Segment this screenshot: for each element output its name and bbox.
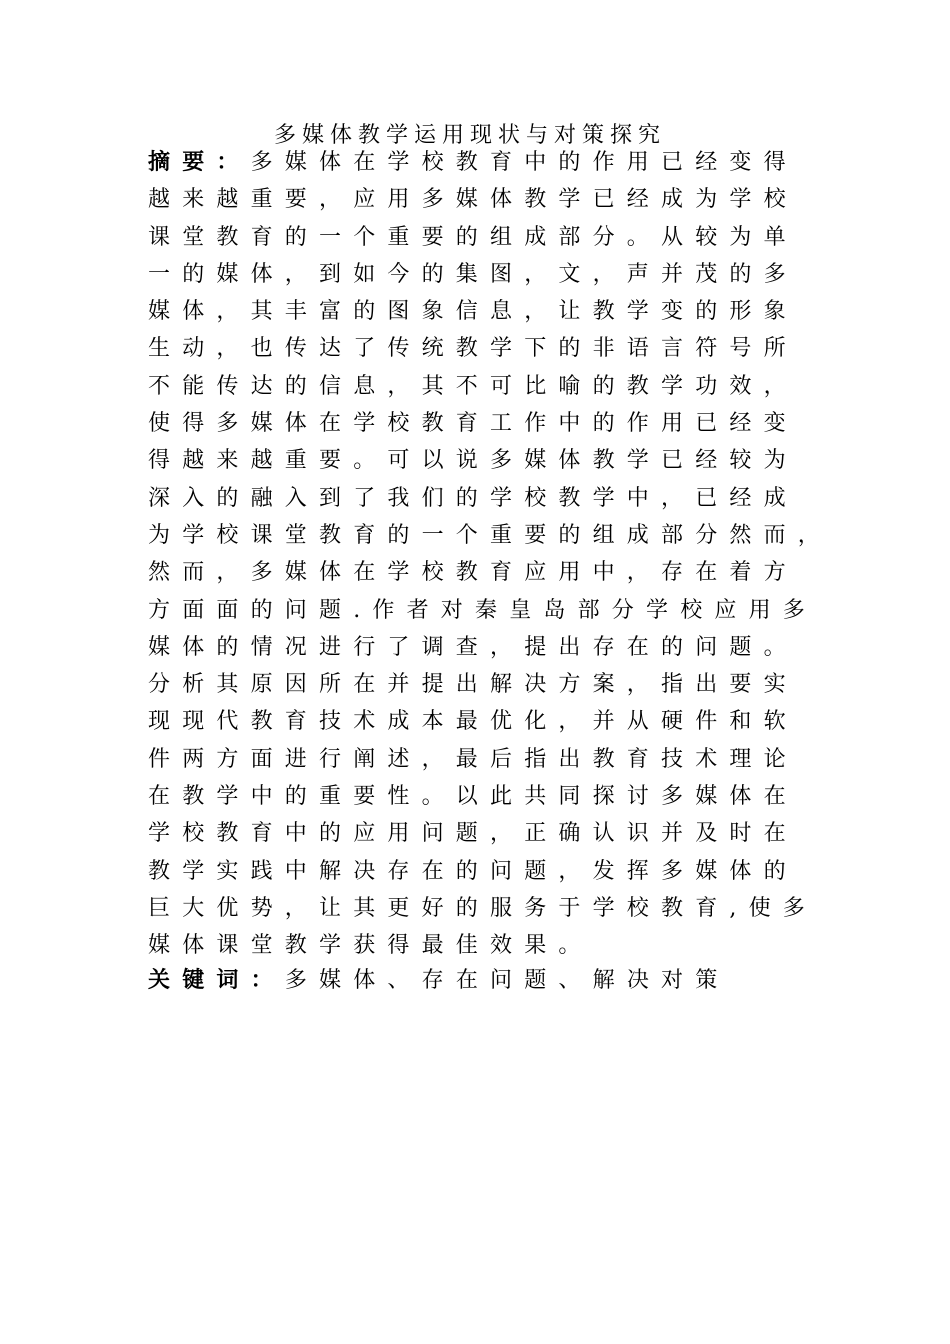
abstract-line-3: 课堂教育的一个重要的组成部分。从较为单 [148,224,798,250]
abstract-line-12: 然而，多媒体在学校教育应用中，存在着方 [148,560,798,586]
keywords-line [148,962,729,999]
abstract-line-15: 分析其原因所在并提出解决方案，指出要实 [148,672,798,698]
document-title: 多媒体教学运用现状与对策探究 [273,123,666,148]
abstract-line-13: 方面面的问题.作者对秦皇岛部分学校应用多 [148,597,817,623]
abstract-line-17: 件两方面进行阐述，最后指出教育技术理论 [148,746,798,772]
abstract-line-22: 媒体课堂教学获得最佳效果。 [148,933,593,959]
abstract-line-21: 巨大优势，让其更好的服务于学校教育,使多 [148,895,817,921]
abstract-text: 多媒体在学校教育中的作用已经变得 [250,150,798,175]
abstract-line-20: 教学实践中解决存在的问题，发挥多媒体的 [148,858,798,884]
abstract-line-9: 得越来越重要。可以说多媒体教学已经较为 [148,448,798,474]
abstract-line-5: 媒体，其丰富的图象信息，让教学变的形象 [148,299,798,325]
abstract-line-7: 不能传达的信息，其不可比喻的教学功效， [148,373,798,399]
abstract-line-8: 使得多媒体在学校教育工作中的作用已经变 [148,411,798,437]
abstract-label: 摘要： [148,149,251,175]
abstract-line-1 [148,144,838,181]
abstract-line-4: 一的媒体，到如今的集图，文，声并茂的多 [148,261,798,287]
abstract-line-11: 为学校课堂教育的一个重要的组成部分然而， [148,522,833,548]
abstract-section [148,144,838,965]
abstract-line-19: 学校教育中的应用问题，正确认识并及时在 [148,821,798,847]
abstract-line-6: 生动，也传达了传统教学下的非语言符号所 [148,336,798,362]
abstract-line-16: 现现代教育技术成本最优化，并从硬件和软 [148,709,798,735]
abstract-line-18: 在教学中的重要性。以此共同探讨多媒体在 [148,784,798,810]
abstract-line-14: 媒体的情况进行了调查，提出存在的问题。 [148,634,798,660]
keywords-text: 多媒体、存在问题、解决对策 [284,968,730,993]
abstract-line-10: 深入的融入到了我们的学校教学中，已经成 [148,485,798,511]
keywords-label: 关键词： [148,967,285,993]
abstract-line-2: 越来越重要，应用多媒体教学已经成为学校 [148,187,798,213]
